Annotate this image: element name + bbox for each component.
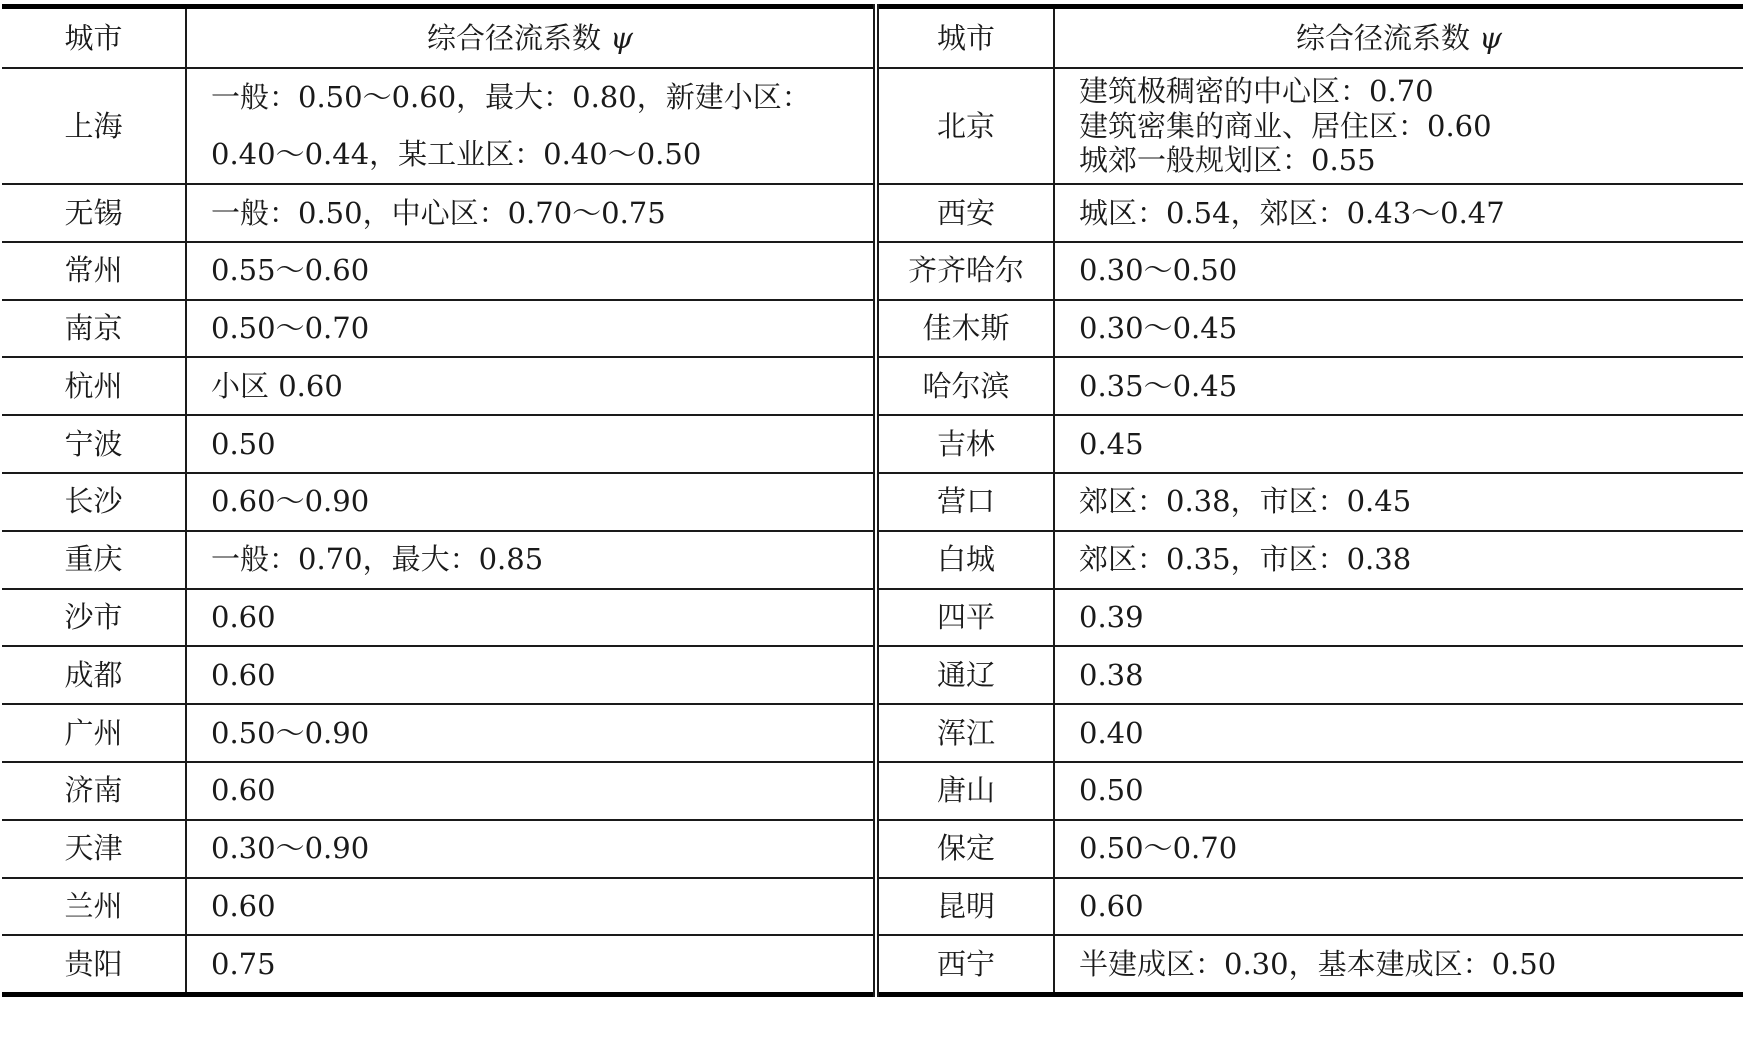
header-coef-symbol: ψ <box>610 20 633 55</box>
table-row <box>2 762 1743 820</box>
coef-cell: 0.55～0.60 <box>186 242 876 300</box>
table-row <box>2 68 1743 184</box>
city-cell: 哈尔滨 <box>876 357 1054 415</box>
city-cell: 南京 <box>2 300 186 358</box>
header-coef-right <box>1054 7 1743 69</box>
coef-cell: 0.39 <box>1054 589 1743 647</box>
coef-line: 建筑极稠密的中心区：0.70 <box>1079 73 1434 108</box>
city-cell: 常州 <box>2 242 186 300</box>
city-cell: 杭州 <box>2 357 186 415</box>
coef-cell: 郊区：0.35，市区：0.38 <box>1054 531 1743 589</box>
table-row <box>2 589 1743 647</box>
coef-cell: 0.38 <box>1054 646 1743 704</box>
coef-cell: 小区 0.60 <box>186 357 876 415</box>
coef-cell: 0.35～0.45 <box>1054 357 1743 415</box>
coef-line: 建筑密集的商业、居住区：0.60 <box>1079 108 1492 143</box>
runoff-coefficient-table <box>2 4 1743 997</box>
city-cell: 无锡 <box>2 184 186 242</box>
coef-cell: 0.50～0.90 <box>186 704 876 762</box>
city-cell: 贵阳 <box>2 935 186 994</box>
table-row <box>2 300 1743 358</box>
table-row <box>2 415 1743 473</box>
city-cell: 营口 <box>876 473 1054 531</box>
coef-cell: 0.45 <box>1054 415 1743 473</box>
coef-value: 一般：0.50～0.60，最大：0.80，新建小区：0.40～0.44，某工业区：0.40～0.50 <box>211 80 811 171</box>
table-row <box>2 473 1743 531</box>
coef-cell: 0.30～0.90 <box>186 820 876 878</box>
city-cell: 吉林 <box>876 415 1054 473</box>
city-cell: 浑江 <box>876 704 1054 762</box>
header-coef-symbol: ψ <box>1479 20 1502 55</box>
coef-cell <box>1054 68 1743 184</box>
table-row <box>2 242 1743 300</box>
coef-cell: 0.50～0.70 <box>186 300 876 358</box>
coef-cell: 0.50 <box>186 415 876 473</box>
city-cell: 昆明 <box>876 878 1054 936</box>
city-cell: 济南 <box>2 762 186 820</box>
header-coef-label: 综合径流系数 <box>427 20 602 55</box>
coef-cell: 0.60 <box>186 589 876 647</box>
city-cell: 白城 <box>876 531 1054 589</box>
table-header-row <box>2 7 1743 69</box>
coef-cell: 城区：0.54，郊区：0.43～0.47 <box>1054 184 1743 242</box>
city-cell: 西宁 <box>876 935 1054 994</box>
coef-cell: 0.60 <box>186 646 876 704</box>
city-cell: 沙市 <box>2 589 186 647</box>
coef-cell: 0.50 <box>1054 762 1743 820</box>
city-cell: 唐山 <box>876 762 1054 820</box>
coef-cell: 0.75 <box>186 935 876 994</box>
table-row <box>2 184 1743 242</box>
city-cell: 北京 <box>876 68 1054 184</box>
coef-cell: 0.30～0.50 <box>1054 242 1743 300</box>
city-cell: 长沙 <box>2 473 186 531</box>
city-cell: 齐齐哈尔 <box>876 242 1054 300</box>
header-coef-left <box>186 7 876 69</box>
table-row <box>2 820 1743 878</box>
city-cell: 佳木斯 <box>876 300 1054 358</box>
table-row <box>2 646 1743 704</box>
city-cell: 天津 <box>2 820 186 878</box>
table-row <box>2 878 1743 936</box>
city-cell: 四平 <box>876 589 1054 647</box>
city-cell: 西安 <box>876 184 1054 242</box>
coef-cell: 0.30～0.45 <box>1054 300 1743 358</box>
table-row <box>2 531 1743 589</box>
city-cell: 成都 <box>2 646 186 704</box>
city-cell: 兰州 <box>2 878 186 936</box>
coef-cell: 0.60 <box>186 878 876 936</box>
city-cell: 广州 <box>2 704 186 762</box>
table-row <box>2 357 1743 415</box>
city-cell: 重庆 <box>2 531 186 589</box>
coef-cell: 半建成区：0.30，基本建成区：0.50 <box>1054 935 1743 994</box>
table-row <box>2 935 1743 994</box>
header-city-right: 城市 <box>876 7 1054 69</box>
coef-cell: 0.50～0.70 <box>1054 820 1743 878</box>
coef-cell: 0.60 <box>186 762 876 820</box>
coef-cell: 0.60 <box>1054 878 1743 936</box>
city-cell: 上海 <box>2 68 186 184</box>
coef-cell: 一般：0.70，最大：0.85 <box>186 531 876 589</box>
coef-line: 城郊一般规划区：0.55 <box>1079 143 1376 178</box>
table-row <box>2 704 1743 762</box>
city-cell: 宁波 <box>2 415 186 473</box>
header-city-left: 城市 <box>2 7 186 69</box>
coef-cell: 0.40 <box>1054 704 1743 762</box>
coef-cell: 0.60～0.90 <box>186 473 876 531</box>
city-cell: 保定 <box>876 820 1054 878</box>
header-coef-label: 综合径流系数 <box>1296 20 1471 55</box>
city-cell: 通辽 <box>876 646 1054 704</box>
coef-cell: 一般：0.50，中心区：0.70～0.75 <box>186 184 876 242</box>
coef-cell <box>186 68 876 184</box>
coef-cell: 郊区：0.38，市区：0.45 <box>1054 473 1743 531</box>
